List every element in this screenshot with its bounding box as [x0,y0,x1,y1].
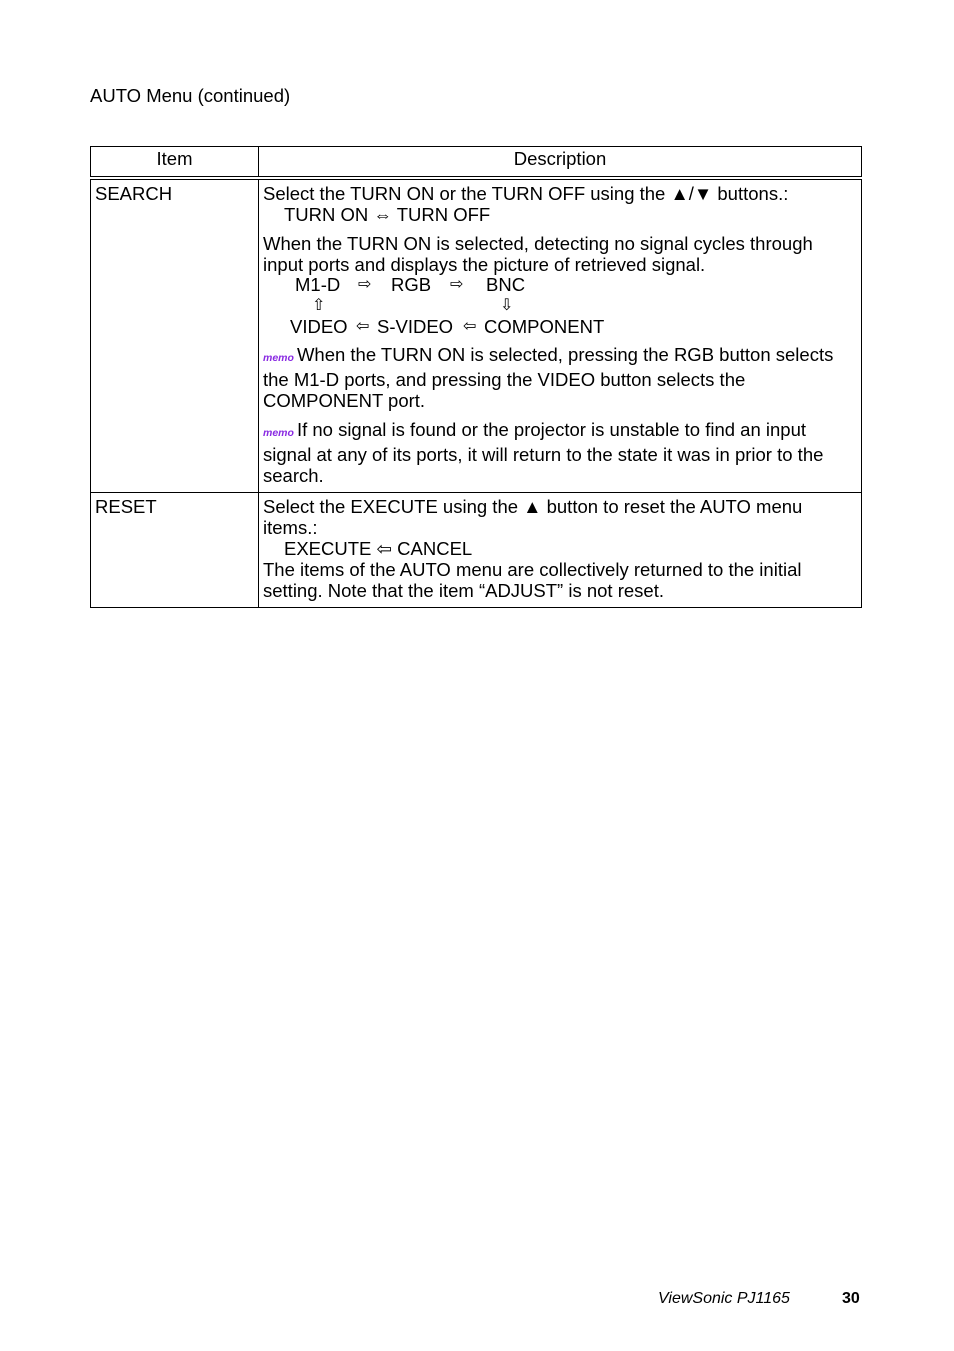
search-instruction: Select the TURN ON or the TURN OFF using the ▲/▼ buttons.: [263,183,789,204]
flow-svideo: S-VIDEO [377,316,454,337]
item-search: SEARCH [91,178,259,493]
table-row-reset [91,493,862,608]
flow-component: COMPONENT [484,316,605,337]
auto-menu-table [90,146,862,608]
column-header-item: Item [91,147,259,179]
search-explanation: When the TURN ON is selected, detecting no signal cycles through input ports and displays the picture of retrieved signal. [263,233,813,275]
flow-m1d: M1-D [295,274,341,295]
memo-note-1 [263,344,857,411]
item-reset: RESET [91,493,259,608]
page-number: 30 [842,1290,860,1307]
input-cycle-diagram [263,274,857,344]
description-search [259,178,862,493]
arrow-up-icon: ⇧ [312,297,326,314]
reset-explanation: The items of the AUTO menu are collectively returned to the initial setting. Note that the item “ADJUST” is not reset. [263,559,802,601]
table-header-row [91,147,862,179]
memo-note-2 [263,419,857,486]
table-row-search [91,178,862,493]
arrow-right-icon: ⇨ [358,276,372,293]
memo-icon: memo [263,352,294,364]
footer-product: ViewSonic PJ1165 [658,1290,790,1307]
reset-instruction: Select the EXECUTE using the ▲ button to reset the AUTO menu items.: [263,496,803,538]
memo-icon: memo [263,427,294,439]
memo-text-1: When the TURN ON is selected, pressing the RGB button selects the M1-D ports, and pressing the VIDEO button selects the COMPONENT port. [263,344,834,411]
flow-rgb: RGB [391,274,432,295]
description-reset [259,493,862,608]
arrow-left-icon: ⇦ [463,318,477,335]
arrow-down-icon: ⇩ [500,297,514,314]
memo-text-2: If no signal is found or the projector is unstable to find an input signal at any of its ports, it will return to the state it was in prior to the search. [263,419,824,486]
page-heading: AUTO Menu (continued) [90,85,291,106]
search-options: TURN ON ⇔ TURN OFF [284,204,491,225]
reset-options: EXECUTE ⇦ CANCEL [284,538,473,559]
flow-bnc: BNC [486,274,526,295]
arrow-left-icon: ⇦ [356,318,370,335]
arrow-right-icon: ⇨ [450,276,464,293]
flow-video: VIDEO [290,316,348,337]
column-header-description: Description [259,147,862,179]
